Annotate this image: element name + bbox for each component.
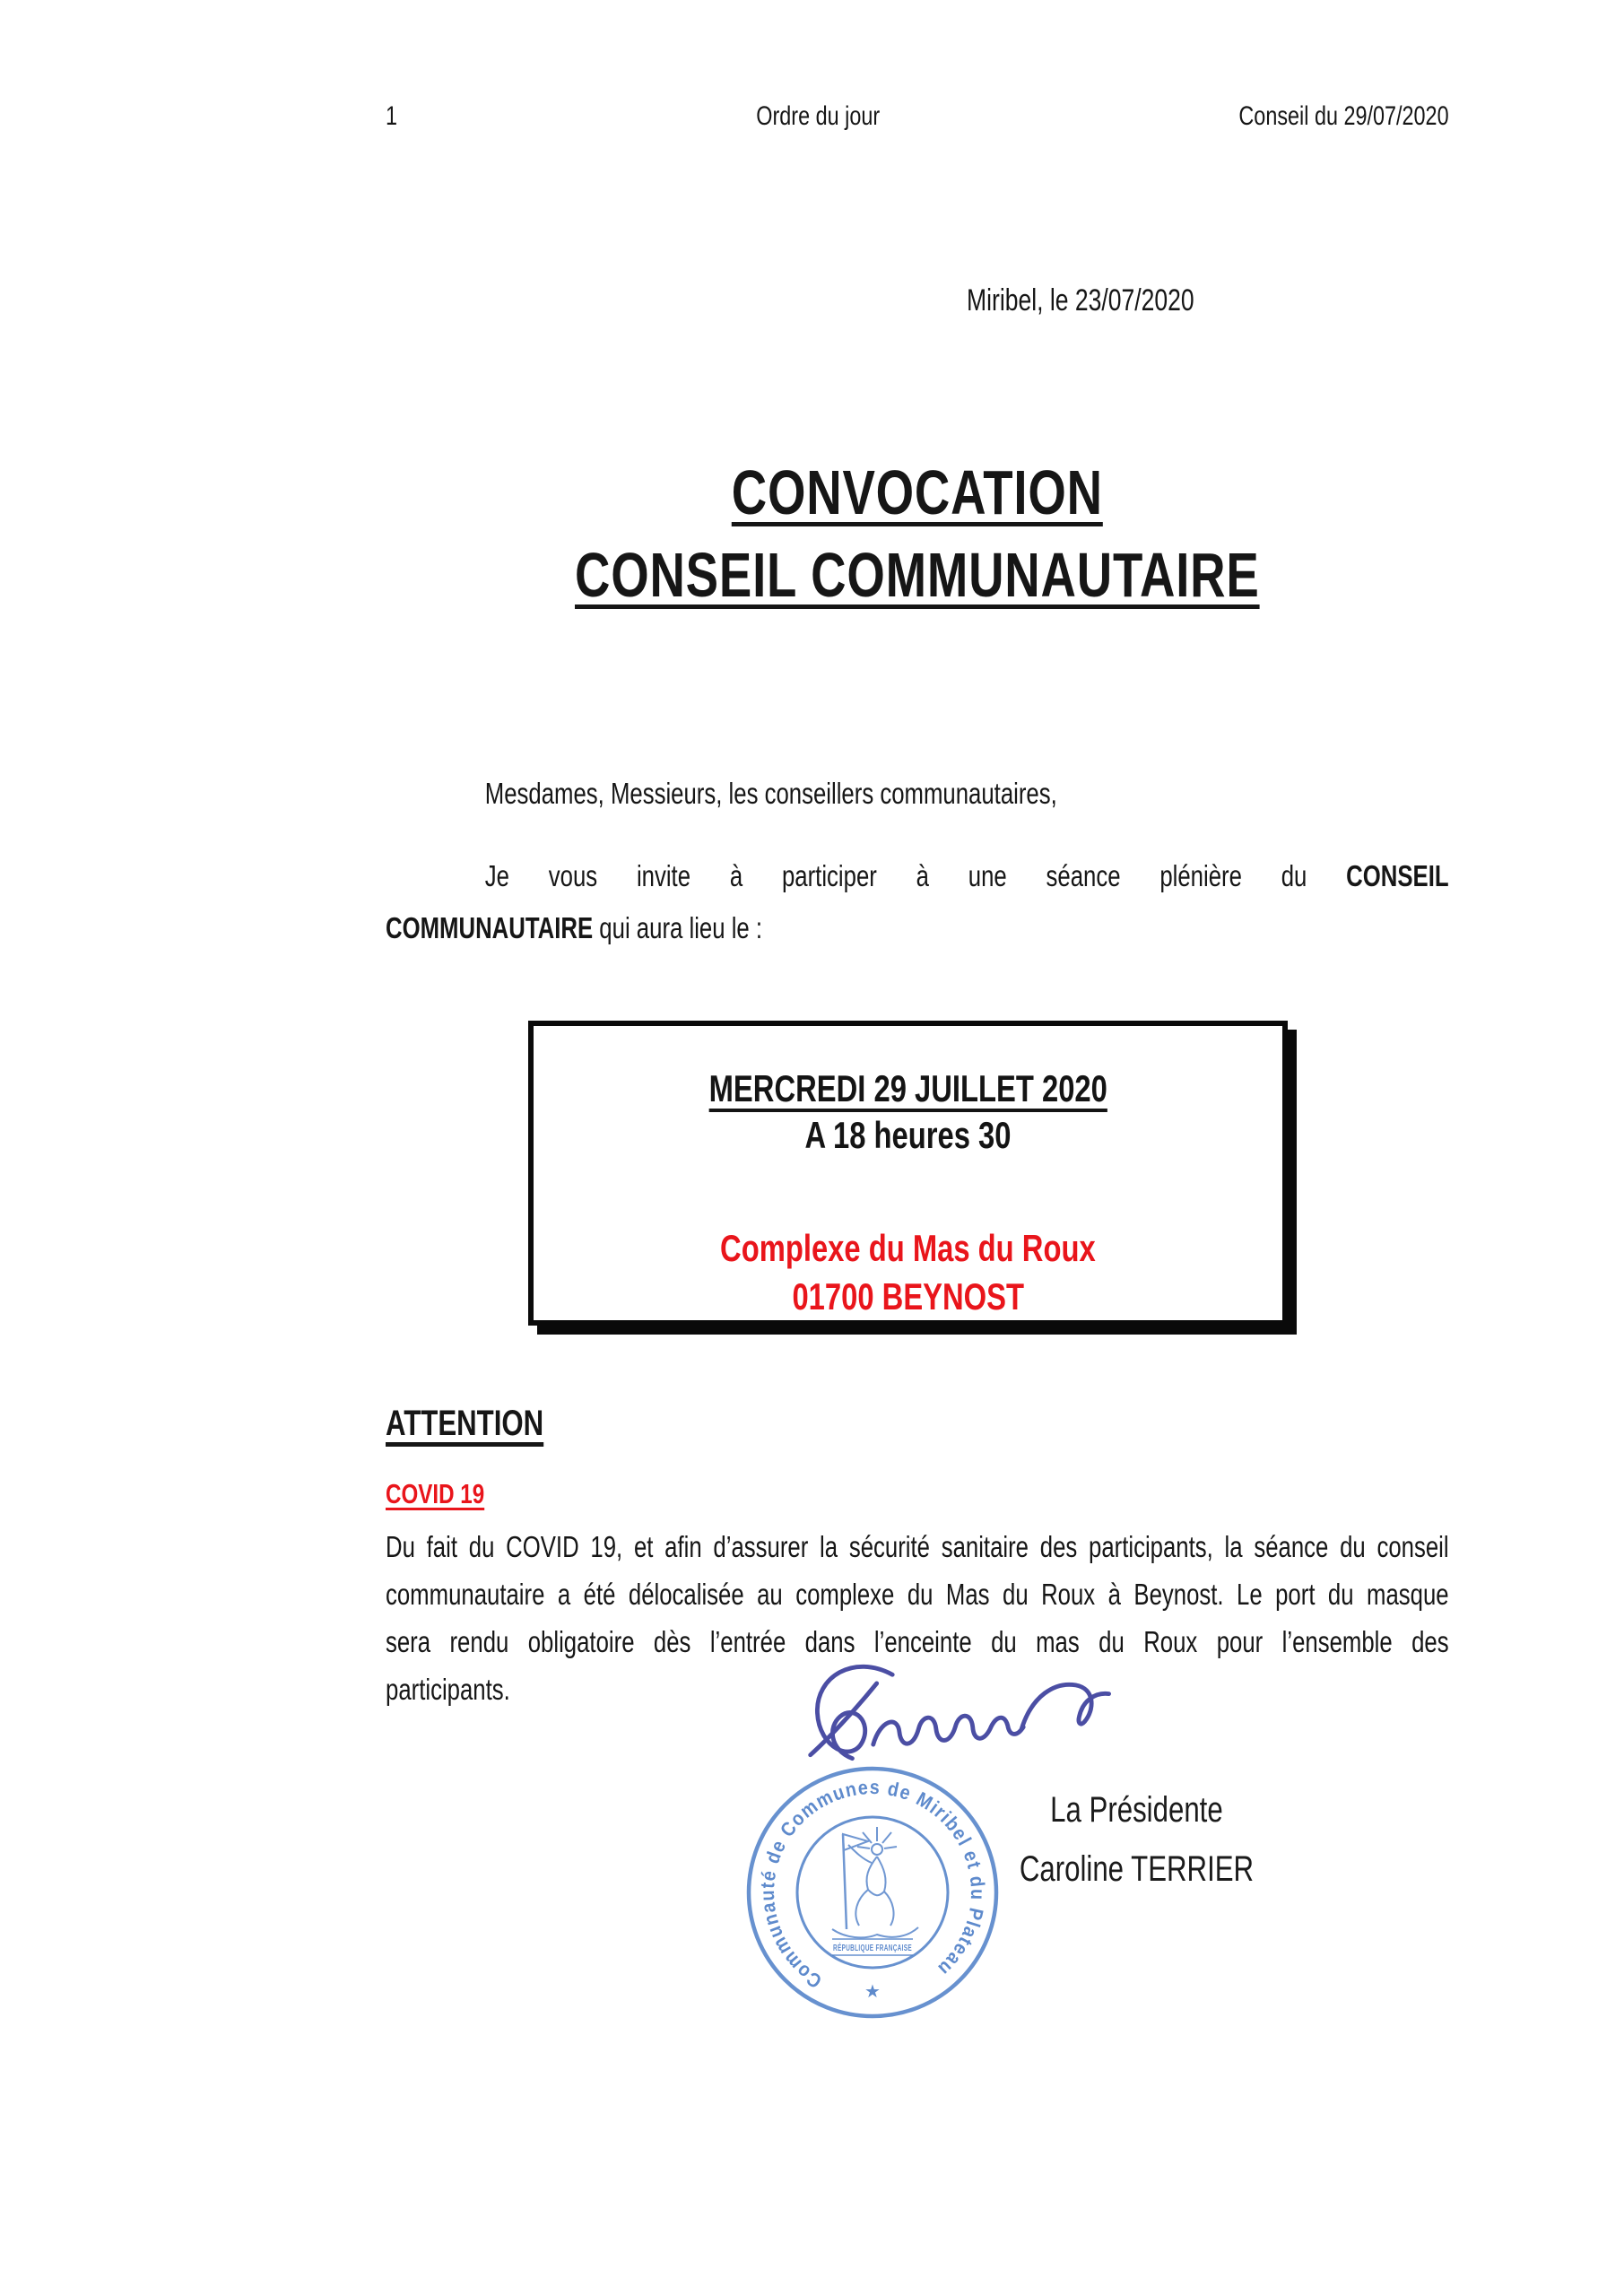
covid-paragraph-line: communautaire a été délocalisée au complexe du Mas du Roux à Beynost. Le port du masque <box>386 1578 1449 1611</box>
page-header <box>386 100 1449 133</box>
signer-role: La Présidente <box>1049 1790 1223 1830</box>
covid-paragraph-line: Du fait du COVID 19, et afin d’assurer la sécurité sanitaire des participants, la séance du conseil <box>386 1530 1449 1563</box>
meeting-date: MERCREDI 29 JUILLET 2020 <box>708 1067 1107 1109</box>
covid-paragraph-line: sera rendu obligatoire dès l’entrée dans l’enceinte du mas du Roux pour l’ensemble des <box>386 1625 1449 1658</box>
meeting-city: 01700 BEYNOST <box>792 1275 1024 1318</box>
meeting-venue: Complexe du Mas du Roux <box>720 1227 1096 1269</box>
header-right-title: Conseil du 29/07/2020 <box>1238 101 1449 131</box>
invitation-line-1 <box>386 850 1449 902</box>
invitation-line1-bold: CONSEIL <box>1346 859 1449 892</box>
invitation-line2-bold: COMMUNAUTAIRE <box>386 911 594 944</box>
greeting-text: Mesdames, Messieurs, les conseillers communautaires, <box>484 777 1057 810</box>
covid-label-text: COVID 19 <box>386 1478 485 1509</box>
title-line-1: CONVOCATION <box>731 457 1103 527</box>
greeting-line <box>386 770 1449 817</box>
signer-name: Caroline TERRIER <box>1019 1849 1254 1889</box>
page-number: 1 <box>386 101 398 131</box>
meeting-city-line <box>534 1274 1282 1320</box>
invitation-line2-text: qui aura lieu le : <box>593 911 763 944</box>
attention-heading <box>386 1402 1449 1445</box>
date-line <box>967 283 1316 318</box>
attention-text: ATTENTION <box>386 1404 544 1443</box>
liberty-figure <box>832 1827 918 1937</box>
meeting-date-line <box>534 1065 1282 1112</box>
invitation-line1-text: Je vous invite à participer à une séance plénière du <box>484 859 1347 892</box>
header-center-title: Ordre du jour <box>756 101 881 131</box>
stamp-star: ★ <box>864 1982 881 2002</box>
meeting-box <box>528 1021 1288 1326</box>
covid-paragraph-line: participants. <box>386 1673 510 1706</box>
covid-label <box>386 1478 1449 1510</box>
date-text: Miribel, le 23/07/2020 <box>967 283 1194 317</box>
meeting-venue-line <box>534 1223 1282 1274</box>
signature-strokes <box>811 1666 1109 1758</box>
invitation-paragraph <box>386 850 1449 954</box>
signature-image <box>789 1648 1139 1779</box>
meeting-time-line <box>534 1112 1282 1159</box>
stamp-ring-text: Communauté de Communes de Miribel et du Plateau <box>755 1775 990 1994</box>
stamp-banner-text: RÉPUBLIQUE FRANÇAISE <box>833 1944 956 1953</box>
title-line-2: CONSEIL COMMUNAUTAIRE <box>575 540 1260 610</box>
document-title <box>386 451 1449 616</box>
meeting-time: A 18 heures 30 <box>804 1114 1012 1156</box>
signer-block <box>939 1780 1333 1899</box>
invitation-line-2 <box>386 902 1449 954</box>
